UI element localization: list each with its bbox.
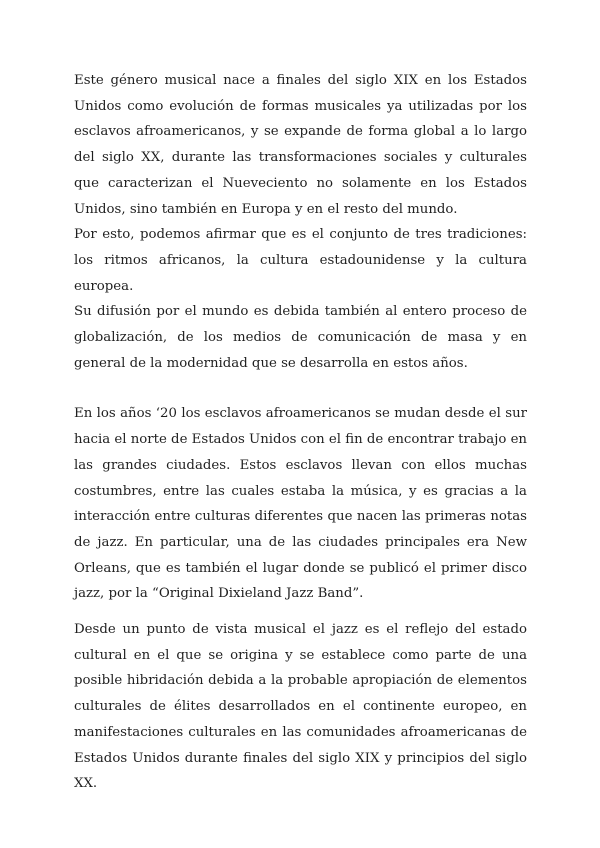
paragraph-origin: Este género musical nace a finales del siglo XIX en los Estados Unidos como evolución de formas musicales ya utilizadas por los esclavos afroamericanos, y se expande de forma global a lo largo del siglo XX, durante las transformaciones sociales y culturales que caracterizan el Nueveciento no solamente en los Estados Unidos, sino también en Europa y en el resto del mundo. (74, 73, 527, 217)
paragraph-diffusion: Su difusión por el mundo es debida también al entero proceso de globalización, de los medios de comunicación de masa y en general de la modernidad que se desarrolla en estos años. (74, 304, 527, 371)
document-body (74, 68, 527, 797)
paragraph-traditions: Por esto, podemos afirmar que es el conjunto de tres tradiciones: los ritmos africanos, la cultura estadounidense y la cultura europea. (74, 227, 527, 294)
paragraph-migration: En los años ‘20 los esclavos afroamericanos se mudan desde el sur hacia el norte de Estados Unidos con el fin de encontrar trabajo en las grandes ciudades. Estos esclavos llevan con ellos muchas costumbres, entre las cuales estaba la música, y es gracias a la interacción entre culturas diferentes que nacen las primeras notas de jazz. En particular, una de las ciudades principales era New Orleans, que es también el lugar donde se publicó el primer disco jazz, por la “Original Dixieland Jazz Band”. (74, 406, 527, 602)
paragraph-spacer (74, 376, 527, 401)
paragraph-musical-view: Desde un punto de vista musical el jazz es el reflejo del estado cultural en el que se origina y se establece como parte de una posible hibridación debida a la probable apropiación de elementos culturales de élites desarrollados en el continente europeo, en manifestaciones culturales en las comunidades afroamericanas de Estados Unidos durante finales del siglo XIX y principios del siglo XX. (74, 622, 527, 792)
paragraph-spacer (74, 607, 527, 617)
